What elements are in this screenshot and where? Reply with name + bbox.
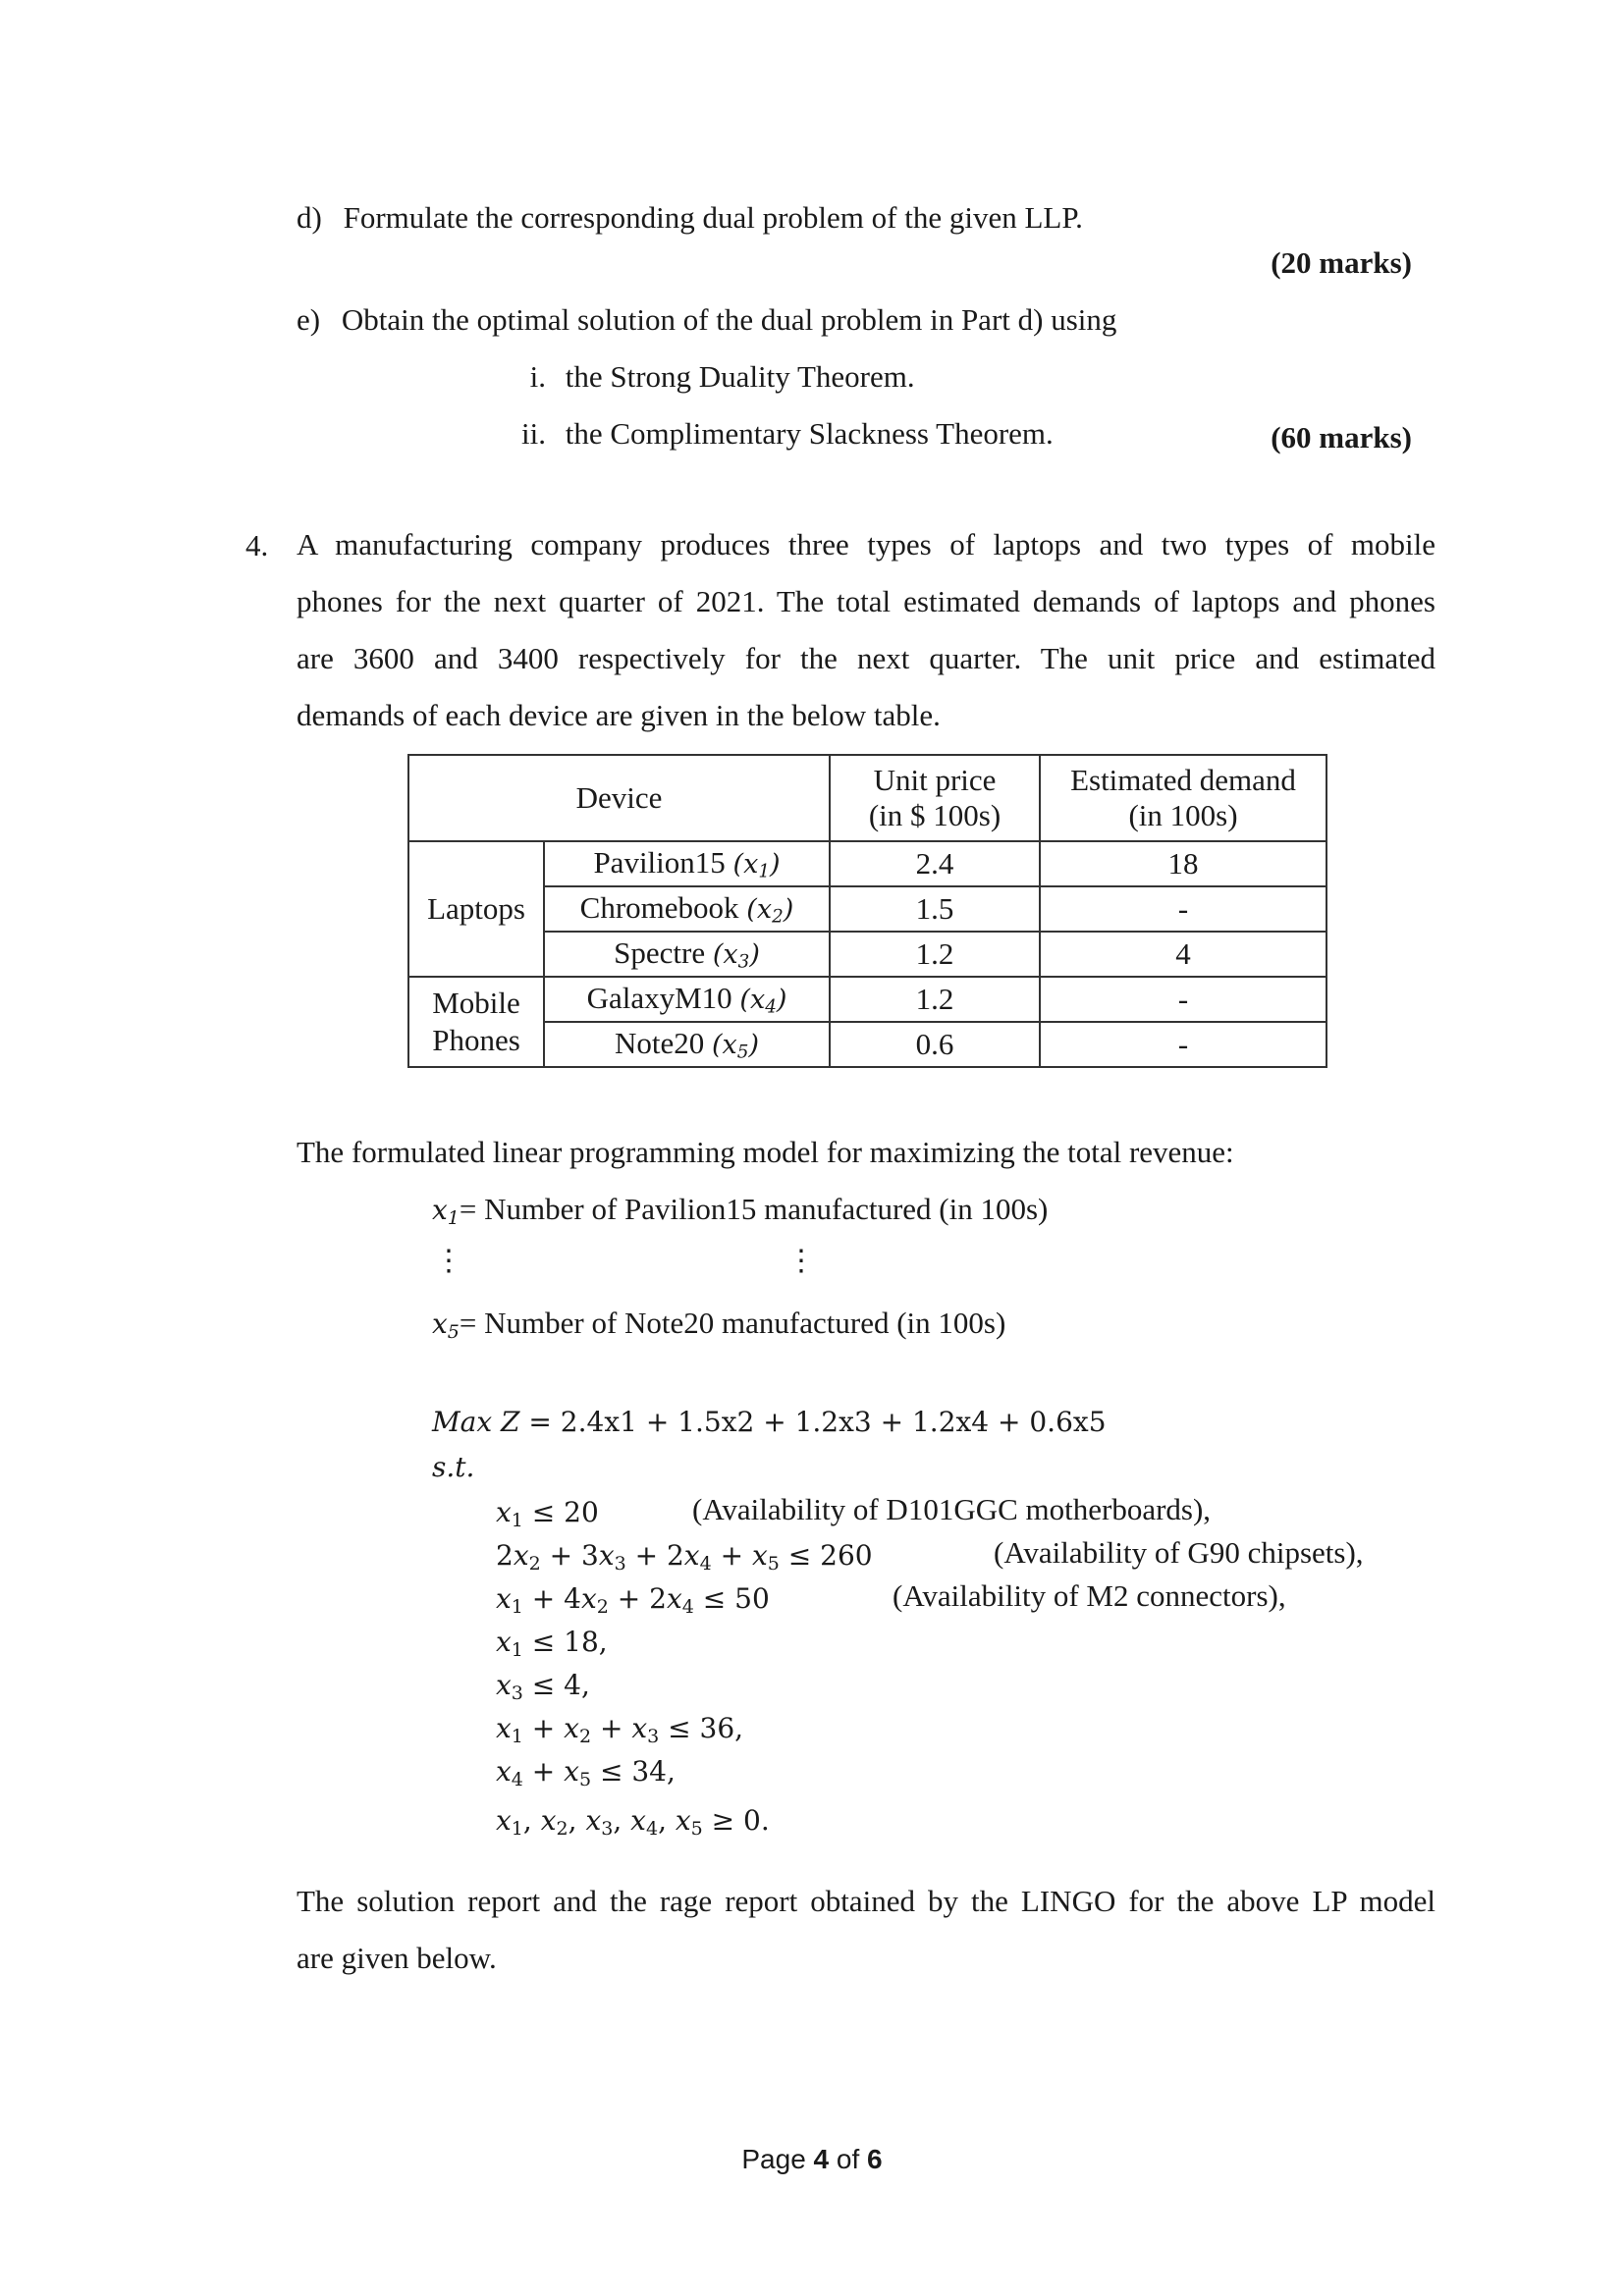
var-x1-text: = Number of Pavilion15 manufactured (in 100s) [459, 1192, 1049, 1226]
intro-line-1: A manufacturing company produces three types of laptops and two types of mobile [297, 527, 1435, 561]
demand-cell: - [1040, 977, 1326, 1022]
device-var: x [722, 1030, 737, 1060]
device-cell: Spectre $(x_3)$ [544, 932, 830, 977]
part-e-item-i-label: i. [529, 359, 546, 394]
header-demand-line2: (in 100s) [1128, 798, 1238, 832]
device-name: Spectre [614, 935, 706, 970]
demand-cell: - [1040, 886, 1326, 932]
device-var-sub: 2 [772, 906, 784, 928]
device-var-sub: 4 [765, 996, 777, 1018]
part-e-marks: (60 marks) [1271, 420, 1412, 454]
footer-prefix: Page [741, 2144, 814, 2174]
demand-cell: 18 [1040, 841, 1326, 886]
var-x5: $x_5$ [432, 1308, 460, 1343]
objective-lhs: Max Z [432, 1406, 520, 1438]
part-e-item-ii-label: ii. [521, 416, 546, 451]
constraint-1: $x_1 \le 20$ [496, 1496, 599, 1531]
footer-current-page: 4 [813, 2144, 830, 2174]
part-e-item-ii-text: the Complimentary Slackness Theorem. [565, 416, 1054, 451]
device-var: x [749, 985, 766, 1015]
part-d [297, 198, 1083, 238]
group-mobile-line2: Phones [432, 1023, 520, 1057]
table-row [408, 932, 1326, 977]
vdots-left: ⋮ [434, 1245, 463, 1277]
intro-line-3: are 3600 and 3400 respectively for the next quarter. The unit price and estimated [297, 641, 1435, 675]
device-var: x [743, 849, 759, 880]
part-d-text: Formulate the corresponding dual problem of the given LLP. [343, 200, 1083, 235]
objective-function [432, 1406, 1107, 1438]
header-device: Device [408, 755, 830, 841]
constraint-4: $x_1 \le 18$, [496, 1626, 608, 1661]
device-cell: Note20 $(x_5)$ [544, 1022, 830, 1067]
price-cell: 1.2 [830, 932, 1040, 977]
device-name: Note20 [614, 1026, 705, 1060]
header-estimated-demand [1040, 755, 1326, 841]
table-row [408, 841, 1326, 886]
part-e-label: e) [297, 302, 321, 337]
intro-line-4: demands of each device are given in the below table. [297, 698, 941, 732]
device-name: GalaxyM10 [586, 981, 732, 1015]
closing-line-1: The solution report and the rage report obtained by the LINGO for the above LP model [297, 1884, 1435, 1918]
device-var-sub: 5 [736, 1041, 749, 1063]
price-cell: 0.6 [830, 1022, 1040, 1067]
group-mobile-line1: Mobile [432, 986, 520, 1020]
table-row [408, 886, 1326, 932]
table-row [408, 1022, 1326, 1067]
question-number: 4. [245, 528, 269, 562]
price-cell: 1.2 [830, 977, 1040, 1022]
constraint-2: $2x_2 + 3x_3 + 2x_4 + x_5 \le 260$ [496, 1539, 873, 1575]
device-var-sub: 3 [737, 951, 750, 973]
constraint-2-note: (Availability of G90 chipsets), [994, 1535, 1364, 1570]
constraint-3: $x_1 + 4x_2 + 2x_4 \le 50$ [496, 1582, 770, 1618]
demand-cell: 4 [1040, 932, 1326, 977]
variable-x5-definition [432, 1304, 1005, 1344]
constraint-5: $x_3 \le 4$, [496, 1669, 590, 1704]
closing-line-2: are given below. [297, 1941, 497, 1975]
objective-rhs: = 2.4x1 + 1.5x2 + 1.2x3 + 1.2x4 + 0.6x5 [528, 1406, 1107, 1438]
device-table [407, 754, 1327, 1068]
part-e-item-ii [494, 414, 1054, 454]
group-mobile-phones [408, 977, 544, 1067]
device-cell: Pavilion15 $(x_1)$ [544, 841, 830, 886]
device-var: x [723, 939, 738, 970]
group-laptops: Laptops [408, 841, 544, 977]
part-e-text: Obtain the optimal solution of the dual problem in Part d) using [341, 302, 1117, 337]
var-x5-text: = Number of Note20 manufactured (in 100s) [459, 1306, 1006, 1340]
footer-total-pages: 6 [867, 2144, 883, 2174]
header-demand-line1: Estimated demand [1070, 763, 1296, 797]
part-d-marks: (20 marks) [1271, 245, 1412, 280]
demand-cell: - [1040, 1022, 1326, 1067]
part-e [297, 300, 1116, 340]
vdots-right: ⋮ [786, 1245, 816, 1277]
constraint-6: $x_1 + x_2 + x_3 \le 36$, [496, 1712, 744, 1747]
part-d-label: d) [297, 200, 322, 235]
variable-x1-definition [432, 1190, 1048, 1230]
part-e-item-i [520, 357, 915, 397]
price-cell: 1.5 [830, 886, 1040, 932]
non-negativity-constraint: $x_1$, $x_2$, $x_3$, $x_4$, $x_5 \ge 0$. [496, 1804, 770, 1840]
device-name: Pavilion15 [593, 845, 726, 880]
subject-to: s.t. [432, 1451, 475, 1483]
device-var: x [756, 894, 773, 925]
var-x1: $x_1$ [432, 1194, 460, 1229]
device-var-sub: 1 [758, 861, 770, 882]
table-header-row [408, 755, 1326, 841]
header-price-line1: Unit price [873, 763, 997, 797]
header-unit-price [830, 755, 1040, 841]
table-row [408, 977, 1326, 1022]
device-cell: Chromebook $(x_2)$ [544, 886, 830, 932]
constraint-1-note: (Availability of D101GGC motherboards), [692, 1492, 1212, 1526]
part-e-item-i-text: the Strong Duality Theorem. [565, 359, 915, 394]
closing-paragraph [297, 1873, 1435, 1987]
device-name: Chromebook [579, 890, 739, 925]
footer-middle: of [829, 2144, 868, 2174]
device-cell: GalaxyM10 $(x_4)$ [544, 977, 830, 1022]
question-intro [297, 516, 1435, 744]
constraint-3-note: (Availability of M2 connectors), [893, 1578, 1286, 1613]
price-cell: 2.4 [830, 841, 1040, 886]
model-intro: The formulated linear programming model for maximizing the total revenue: [297, 1135, 1234, 1169]
page-footer [0, 2144, 1624, 2175]
intro-line-2: phones for the next quarter of 2021. The total estimated demands of laptops and phones [297, 584, 1435, 618]
constraint-7: $x_4 + x_5 \le 34$, [496, 1755, 676, 1790]
header-price-line2: (in $ 100s) [868, 798, 1001, 832]
